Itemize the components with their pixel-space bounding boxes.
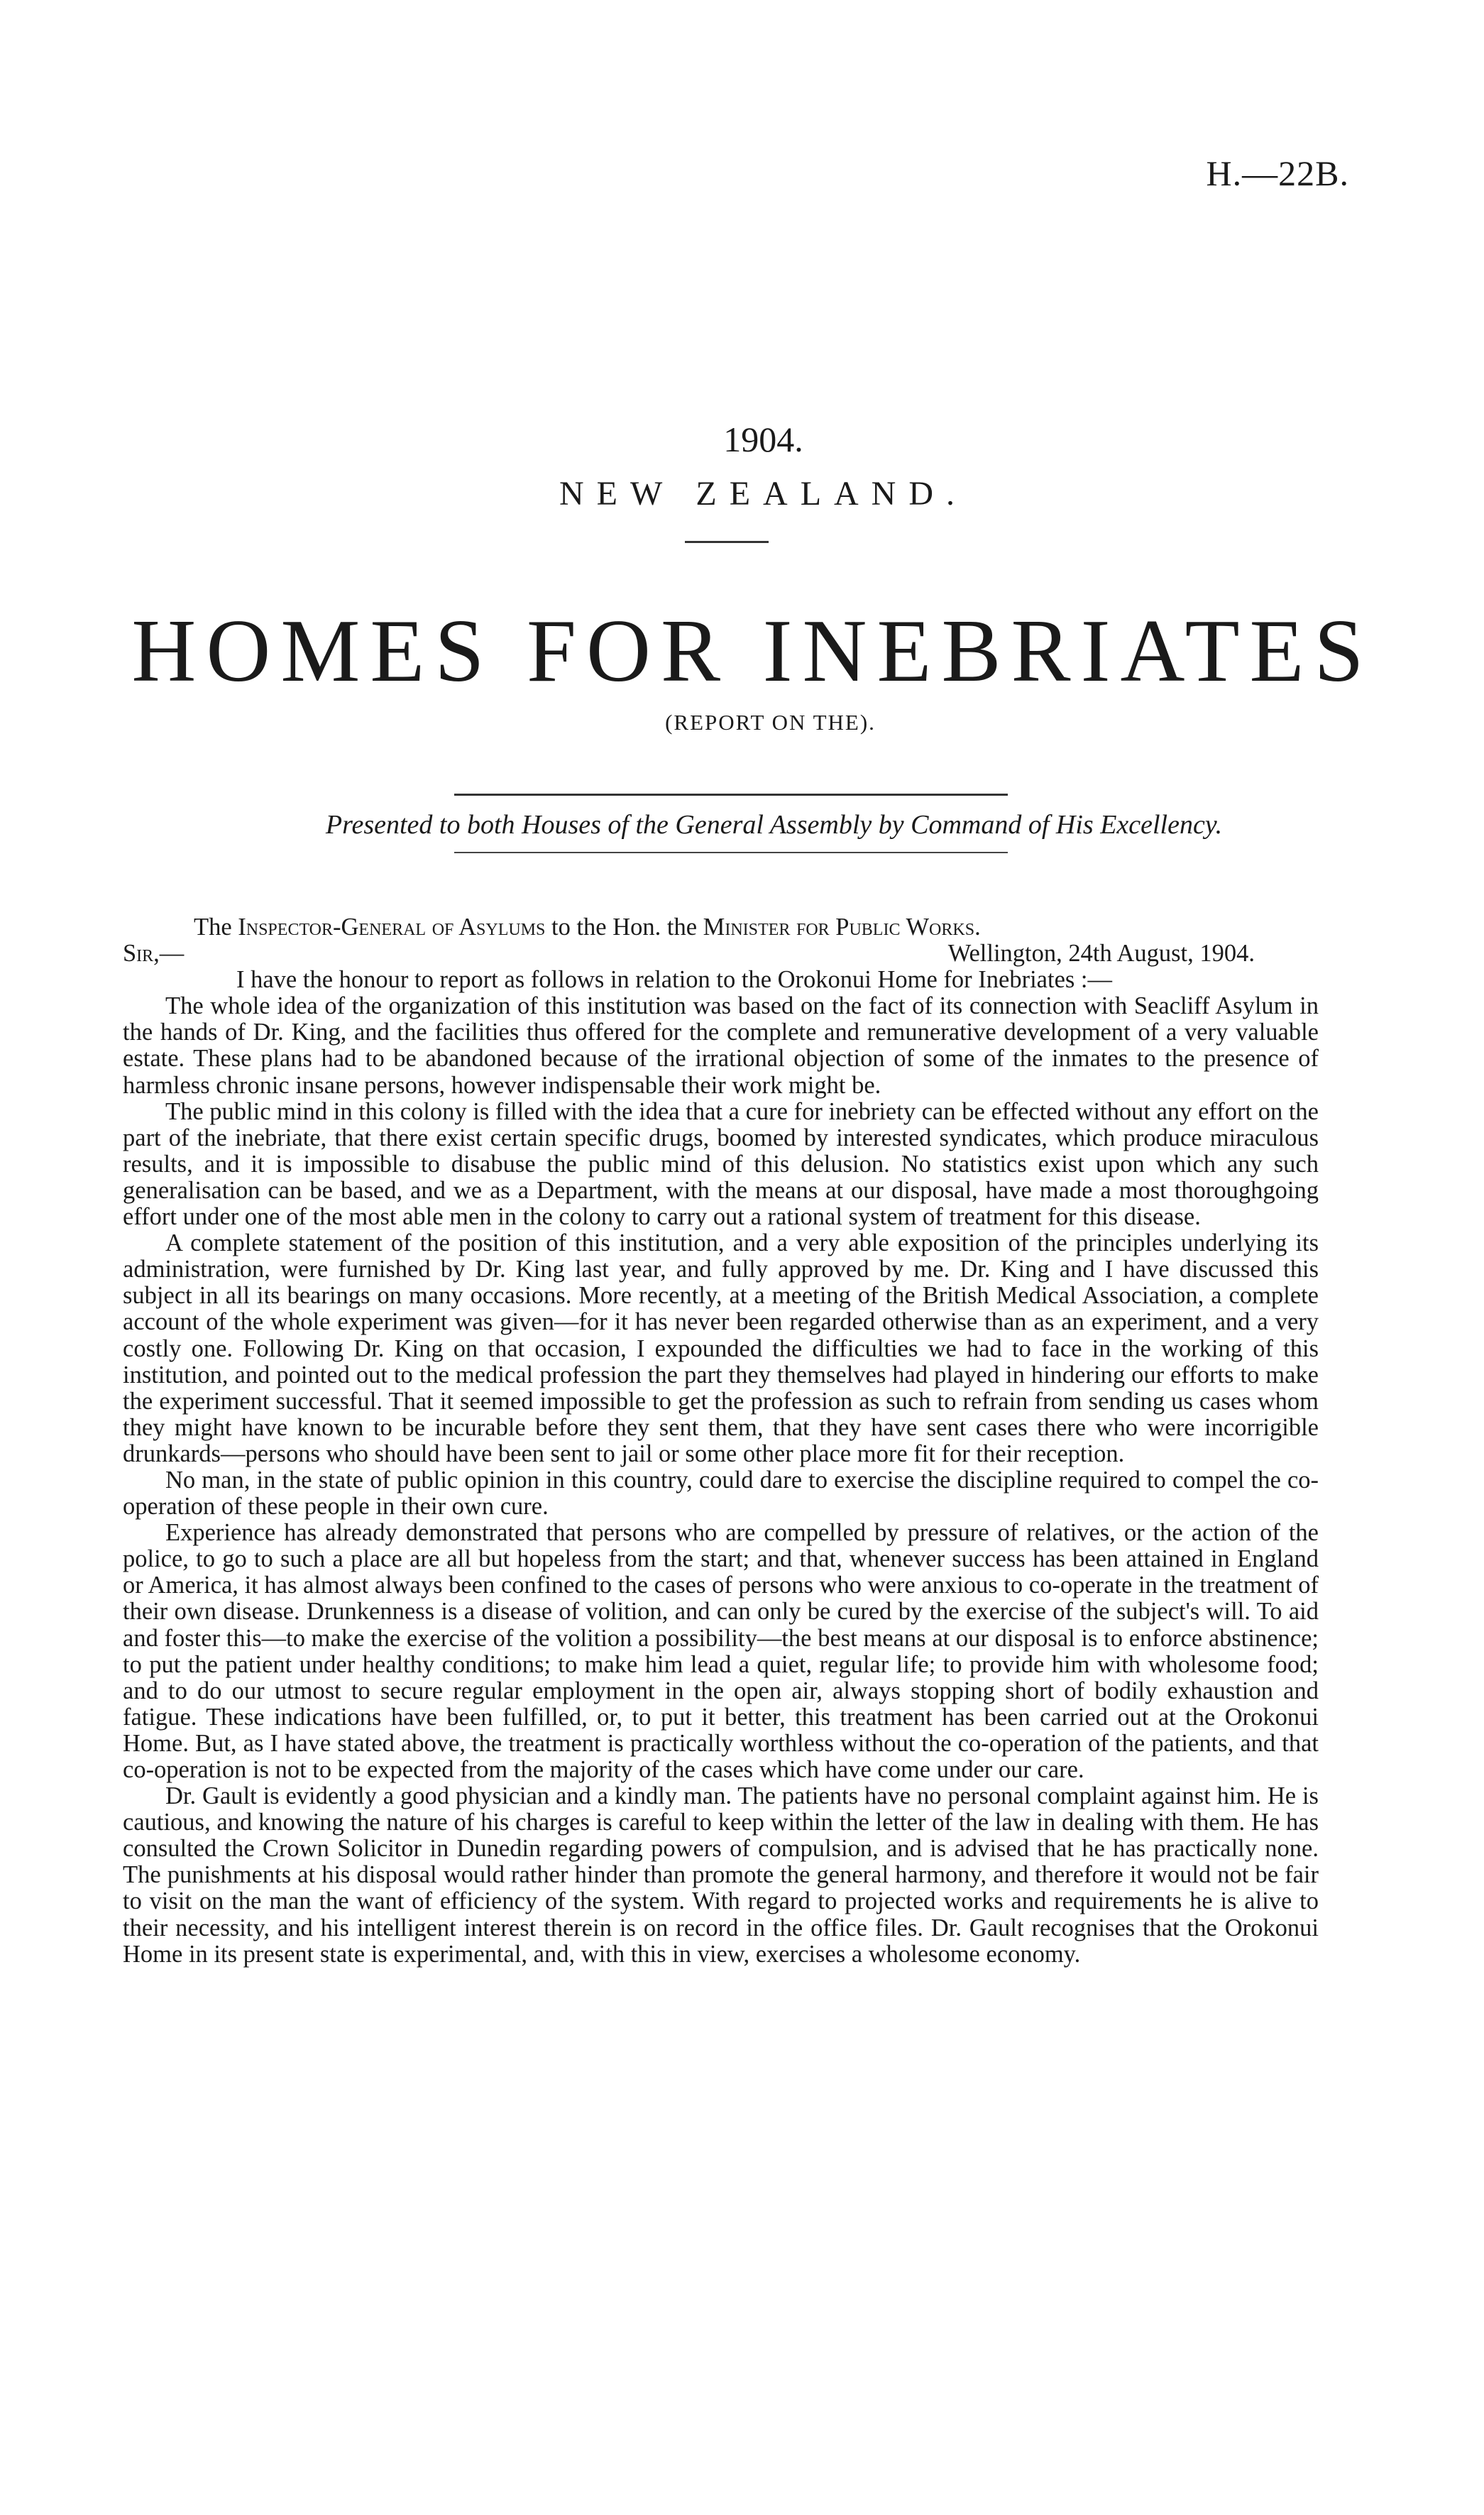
recipient-title: Minister for Public Works: [703, 914, 975, 941]
paper-reference-number: H.—22B.: [1206, 153, 1349, 193]
sender-title: Inspector-General of Asylums: [238, 914, 546, 941]
letter-body: [123, 914, 1319, 1968]
addressing-prefix: The: [194, 914, 238, 941]
salutation-line: [123, 941, 1319, 967]
lower-divider-rule: [454, 852, 1008, 853]
short-divider-rule: [685, 541, 769, 543]
paragraph-no-man: No man, in the state of public opinion in this country, could dare to exercise the discipline required to compel the co-operation of these people in their own cure.: [123, 1466, 1319, 1520]
addressing-middle: to the Hon. the: [545, 914, 703, 941]
document-year: 1904.: [723, 420, 803, 459]
document-title: HOMES FOR INEBRIATES: [131, 602, 1374, 701]
paragraph-dr-gault: Dr. Gault is evidently a good physician and a kindly man. The patients have no personal complaint against him. He is cautious, and knowing the nature of his charges is careful to keep within the letter of the law in dealing with them. He has consulted the Crown Solicitor in Dunedin regarding powers of compulsion, and is advised that he has practically none. The punishments at his disposal would rather hinder than promote the general harmony, and therefore it would not be fair to visit on the man the want of efficiency of the system. With regard to projected works and requirements he is alive to their necessity, and his intelligent interest therein is on record in the office files. Dr. Gault recognises that the Orokonui Home in its present state is experimental, and, with this in view, exercises a wholesome economy.: [123, 1782, 1319, 1968]
paragraph-experience: Experience has already demonstrated that persons who are compelled by pressure of relatives, or the action of the police, to go to such a place are all but hopeless from the start; and that, whenever success has been attained in England or America, it has almost always been confined to the cases of persons who were anxious to co-operate in the treatment of their own disease. Drunkenness is a disease of volition, and can only be cured by the exercise of the subject's will. To aid and foster this—to make the exercise of the volition a possibility—the best means at our disposal is to enforce abstinence; to put the patient under healthy conditions; to make him lead a quiet, regular life; to provide him with wholesome food; and to do our utmost to secure regular employment in the open air, always stopping short of bodily exhaustion and fatigue. These indications have been fulfilled, or, to put it better, this treatment has been carried out at the Orokonui Home. But, as I have stated above, the treatment is practically worthless without the co-operation of the patients, and that co-operation is not to be expected from the majority of the cases which have come under our care.: [123, 1519, 1319, 1783]
opening-sentence: I have the honour to report as follows in relation to the Orokonui Home for Inebriates :—: [236, 966, 1113, 994]
document-subtitle: (REPORT ON THE).: [665, 710, 876, 735]
paragraph-public-mind: The public mind in this colony is filled with the idea that a cure for inebriety can be effected without any effort on the part of the inebriate, that there exist certain specific drugs, boomed by interested syndicates, which produce miraculous results, and it is impossible to disabuse the public mind of this delusion. No statistics exist upon which any such generalisation can be based, and we as a Department, with the means at our disposal, have made a most thoroughgoing effort under one of the most able men in the colony to carry out a rational system of treatment for this disease.: [123, 1097, 1319, 1231]
paragraph-complete-statement: A complete statement of the position of this institution, and a very able exposition of the principles underlying its administration, were furnished by Dr. King last year, and fully approved by me. Dr. King and I have discussed this subject in all its bearings on many occasions. More recently, at a meeting of the British Medical Association, a complete account of the whole experiment was given—for it has never been regarded otherwise than as an experiment, and a very costly one. Following Dr. King on that occasion, I expounded the difficulties we had to face in the working of this institution, and pointed out to the medical profession the part they themselves had played in hindering our efforts to make the experiment successful. That it seemed impossible to get the profession as such to refrain from sending us cases whom they might have known to be incurable before they sent them, that they have sent cases there who were incorrigible drunkards—persons who should have been sent to jail or some other place more fit for their reception.: [123, 1229, 1319, 1467]
place-and-date: Wellington, 24th August, 1904.: [947, 940, 1255, 968]
paragraph-organization: The whole idea of the organization of this institution was based on the fact of its connection with Seacliff Asylum in the hands of Dr. King, and the facilities thus offered for the complete and remunerative development of a very valuable estate. These plans had to be abandoned because of the irrational objection of some of the inmates to the presence of harmless chronic insane persons, however indispensable their work might be.: [123, 992, 1319, 1099]
presentation-line: Presented to both Houses of the General Assembly by Command of His Excellency.: [325, 810, 1223, 840]
addressing-suffix: .: [974, 914, 981, 941]
letter-addressing: [123, 914, 1319, 941]
upper-divider-rule: [454, 794, 1008, 796]
country-heading: NEW ZEALAND.: [559, 475, 968, 513]
salutation: Sir,—: [123, 940, 185, 968]
